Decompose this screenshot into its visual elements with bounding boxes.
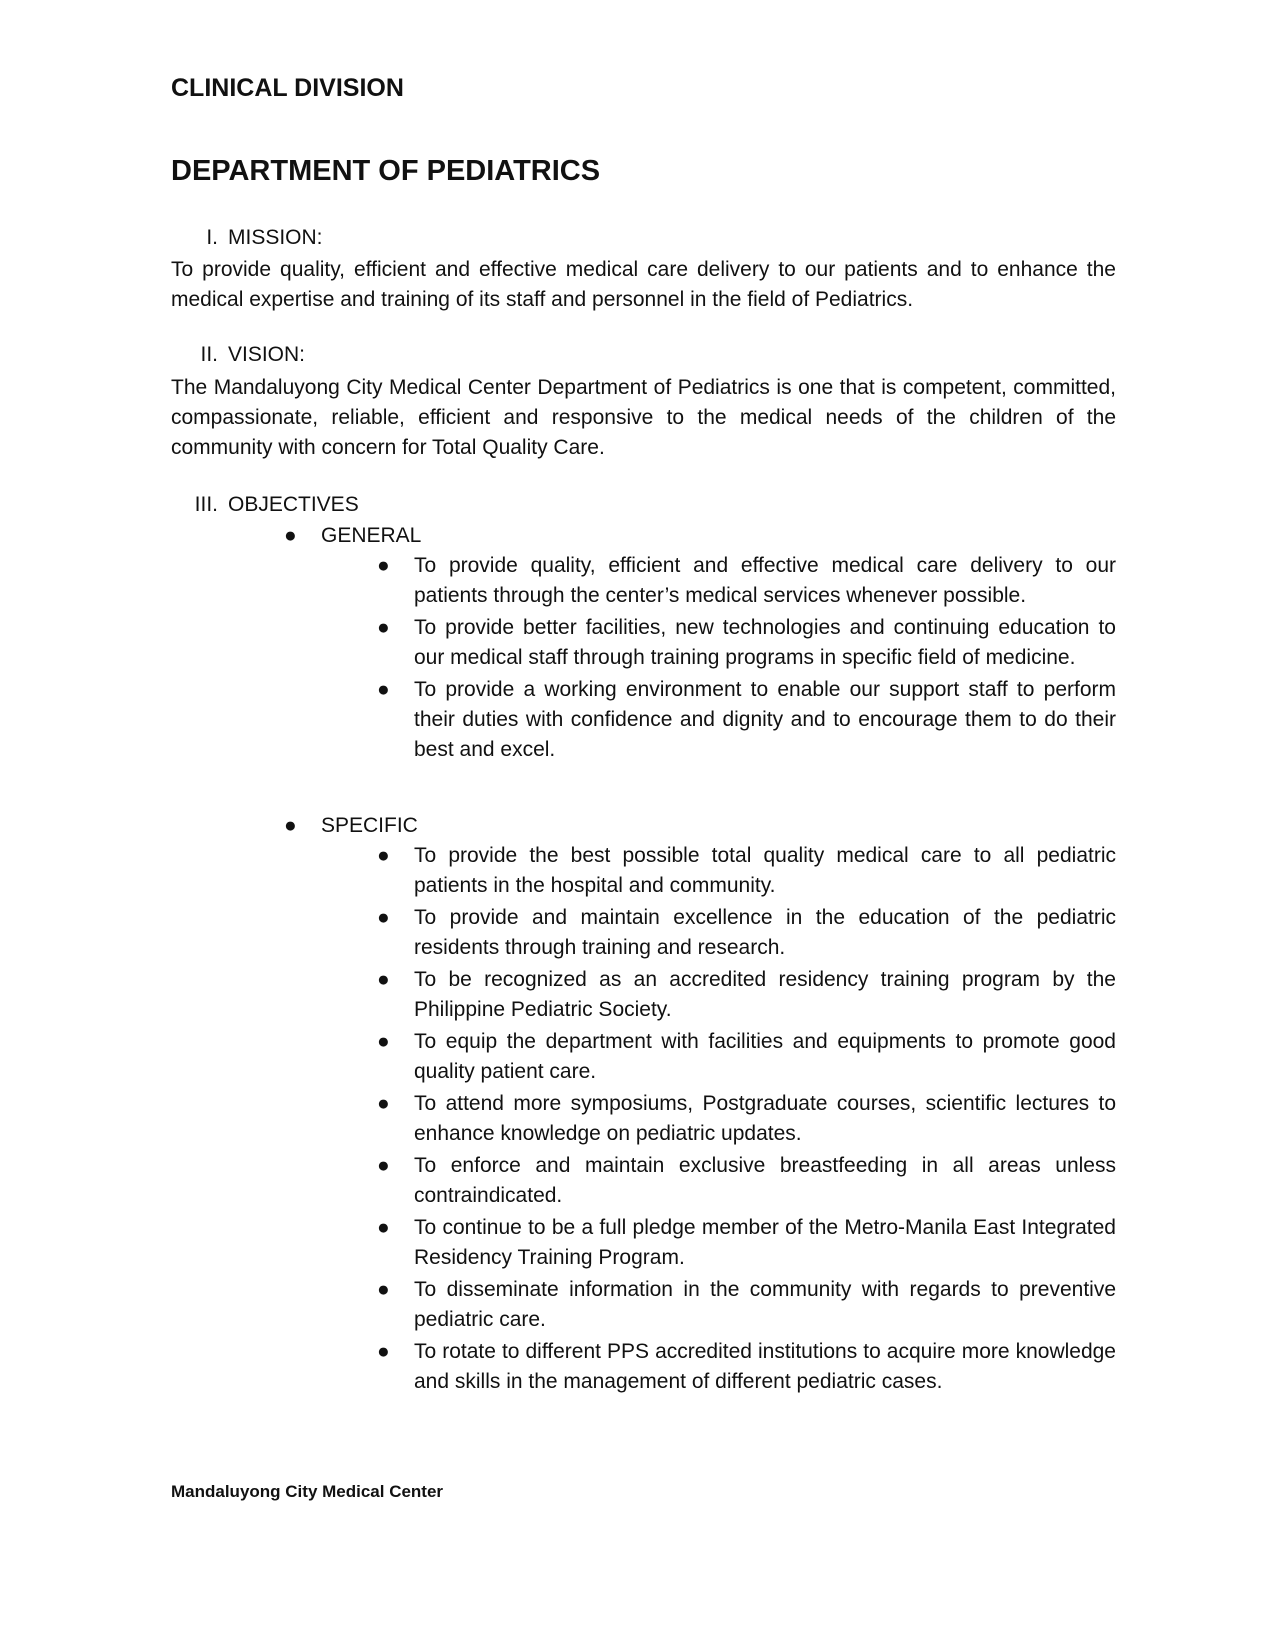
bullet-icon: ● (284, 814, 297, 837)
division-title: CLINICAL DIVISION (171, 74, 404, 102)
list-item: ● To enforce and maintain exclusive breastfeeding in all areas unless contraindicated. (171, 1151, 1116, 1211)
list-item: ● To provide and maintain excellence in the education of the pediatric residents through training and research. (171, 903, 1116, 963)
vision-number: II. (200, 343, 218, 366)
general-objectives (171, 521, 1116, 767)
bullet-icon: ● (377, 1030, 390, 1053)
objectives-number: III. (194, 493, 218, 516)
document-page (171, 0, 1116, 1651)
list-item: ● To attend more symposiums, Postgraduate courses, scientific lectures to enhance knowledge on pediatric updates. (171, 1089, 1116, 1149)
list-item: ● To be recognized as an accredited residency training program by the Philippine Pediatric Society. (171, 965, 1116, 1025)
mission-number: I. (206, 226, 218, 249)
vision-heading (171, 343, 305, 367)
general-list (171, 551, 1116, 765)
objectives-label: OBJECTIVES (228, 493, 359, 516)
specific-heading (171, 811, 1116, 841)
bullet-icon: ● (377, 906, 390, 929)
department-title: DEPARTMENT OF PEDIATRICS (171, 155, 601, 187)
vision-text: The Mandaluyong City Medical Center Department of Pediatrics is one that is competent, committed, compassionate, reliable, efficient and responsive to the medical needs of the children of the community with concern for Total Quality Care. (171, 376, 1116, 459)
bullet-icon: ● (377, 616, 390, 639)
list-item: ● To disseminate information in the community with regards to preventive pediatric care. (171, 1275, 1116, 1335)
list-item: ● To provide the best possible total quality medical care to all pediatric patients in the hospital and community. (171, 841, 1116, 901)
bullet-icon: ● (284, 524, 297, 547)
bullet-icon: ● (377, 1278, 390, 1301)
mission-heading (171, 226, 323, 250)
bullet-icon: ● (377, 1154, 390, 1177)
list-item: ● To provide quality, efficient and effective medical care delivery to our patients through the center’s medical services whenever possible. (171, 551, 1116, 611)
general-label: GENERAL (321, 524, 422, 547)
mission-label: MISSION: (228, 226, 323, 249)
specific-label: SPECIFIC (321, 814, 418, 837)
bullet-icon: ● (377, 1216, 390, 1239)
list-item: ● To continue to be a full pledge member of the Metro-Manila East Integrated Residency Training Program. (171, 1213, 1116, 1273)
objectives-heading (171, 493, 359, 517)
footer-institution: Mandaluyong City Medical Center (171, 1482, 444, 1501)
bullet-icon: ● (377, 1340, 390, 1363)
mission-text: To provide quality, efficient and effective medical care delivery to our patients and to enhance the medical expertise and training of its staff and personnel in the field of Pediatrics. (171, 258, 1116, 311)
specific-objectives (171, 811, 1116, 1399)
bullet-icon: ● (377, 968, 390, 991)
bullet-icon: ● (377, 844, 390, 867)
bullet-icon: ● (377, 1092, 390, 1115)
general-heading (171, 521, 1116, 551)
list-item: ● To equip the department with facilities and equipments to promote good quality patient care. (171, 1027, 1116, 1087)
list-item: ● To provide better facilities, new technologies and continuing education to our medical staff through training programs in specific field of medicine. (171, 613, 1116, 673)
bullet-icon: ● (377, 554, 390, 577)
list-item: ● To rotate to different PPS accredited institutions to acquire more knowledge and skills in the management of different pediatric cases. (171, 1337, 1116, 1397)
bullet-icon: ● (377, 678, 390, 701)
specific-list (171, 841, 1116, 1397)
vision-label: VISION: (228, 343, 306, 366)
list-item: ● To provide a working environment to enable our support staff to perform their duties with confidence and dignity and to encourage them to do their best and excel. (171, 675, 1116, 765)
